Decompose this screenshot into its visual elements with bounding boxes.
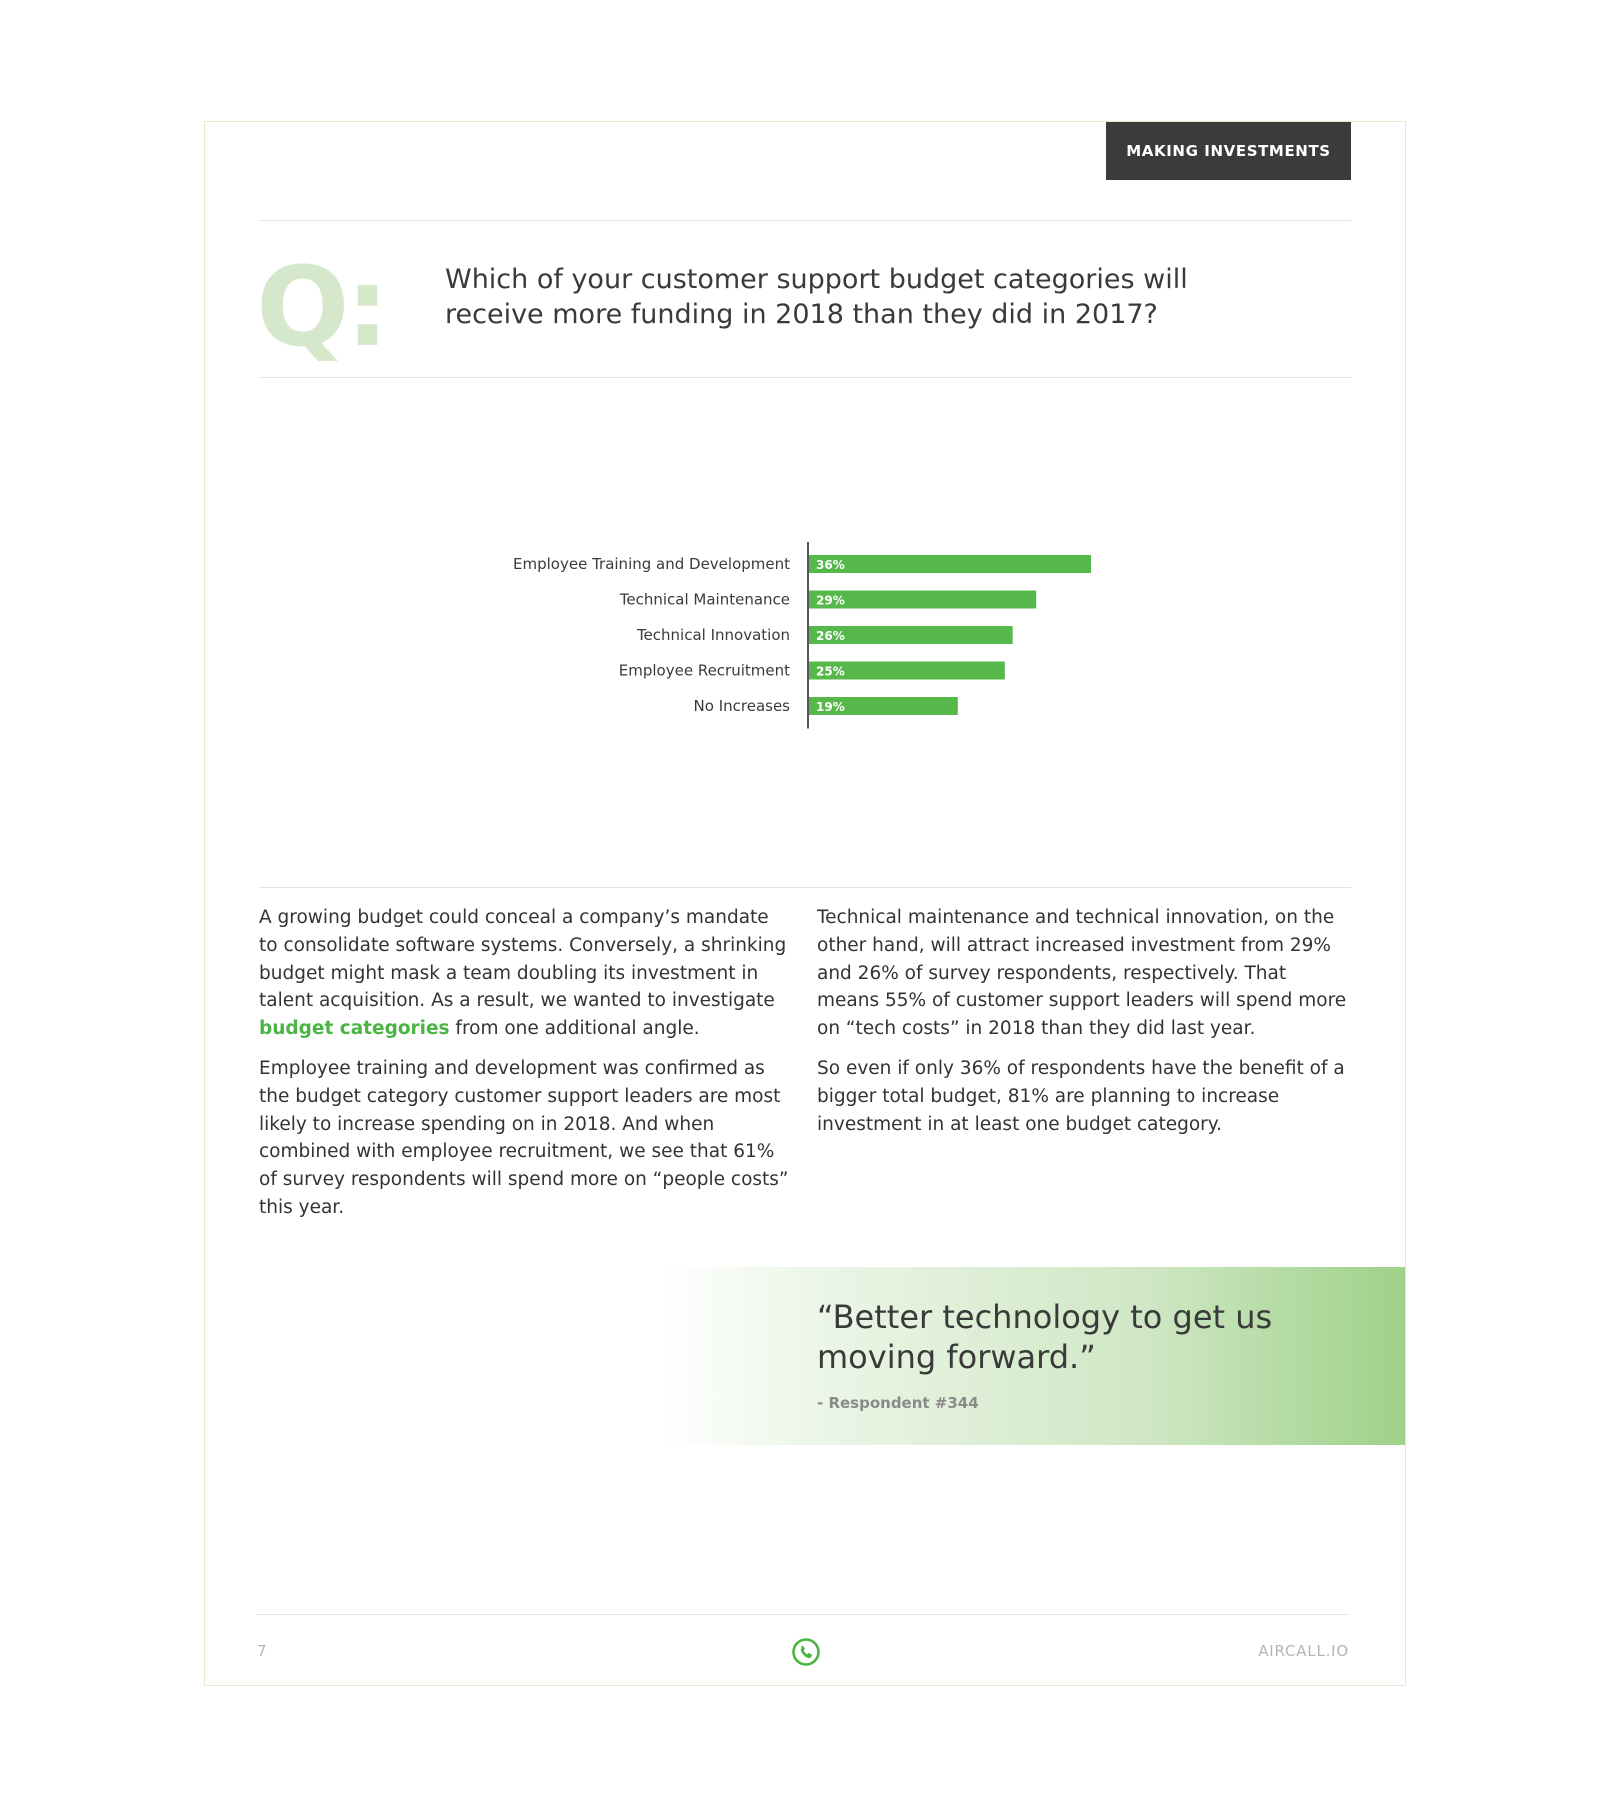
body-column-left — [259, 904, 791, 1234]
divider — [259, 220, 1351, 221]
page-number: 7 — [257, 1642, 267, 1660]
category-label: Employee Recruitment — [618, 661, 790, 680]
category-label: Employee Training and Development — [513, 555, 790, 573]
value-label: 19% — [816, 700, 845, 714]
category-label: Technical Innovation — [636, 626, 790, 644]
question-text: Which of your customer support budget categories will receive more funding in 2018 than they did in 2017? — [445, 264, 1188, 330]
budget-categories-link[interactable]: budget categories — [259, 1018, 450, 1040]
report-page — [204, 121, 1406, 1686]
bar — [809, 555, 1091, 573]
value-label: 25% — [816, 664, 845, 679]
value-label: 26% — [816, 629, 845, 643]
bar-chart — [455, 537, 1155, 737]
quote-attribution: - Respondent #344 — [817, 1394, 979, 1412]
section-tab: MAKING INVESTMENTS — [1106, 122, 1351, 180]
value-label: 29% — [816, 593, 845, 608]
paragraph: A growing budget could conceal a company’s mandate to consolidate software systems. Conversely, a shrinking budget might mask a team doubling its investment in talent acquisition. As a result, we wanted to investigate budget categories from one additional angle. — [259, 907, 787, 1040]
category-label: Technical Maintenance — [619, 590, 790, 609]
value-label: 36% — [816, 558, 845, 572]
paragraph: Employee training and development was confirmed as the budget category customer support leaders are most likely to increase spending on in 2018. And when combined with employee recruitment, we see that 61% of survey respondents will spend more on “people costs” this year. — [259, 1057, 789, 1218]
phone-icon — [791, 1637, 821, 1667]
question-badge: Q: — [256, 243, 386, 371]
body-column-right — [817, 904, 1349, 1150]
paragraph: So even if only 36% of respondents have the benefit of a bigger total budget, 81% are planning to increase investment in at least one budget category. — [817, 1057, 1345, 1135]
category-label: No Increases — [693, 697, 790, 715]
brand-name: AIRCALL.IO — [1258, 1642, 1349, 1660]
pull-quote: “Better technology to get us moving forward.” — [817, 1298, 1273, 1376]
footer-divider — [257, 1614, 1349, 1615]
divider — [259, 887, 1351, 888]
divider — [259, 377, 1351, 378]
paragraph: Technical maintenance and technical innovation, on the other hand, will attract increased investment from 29% and 26% of survey respondents, respectively. That means 55% of customer support leaders will spend more on “tech costs” in 2018 than they did last year. — [817, 907, 1347, 1040]
